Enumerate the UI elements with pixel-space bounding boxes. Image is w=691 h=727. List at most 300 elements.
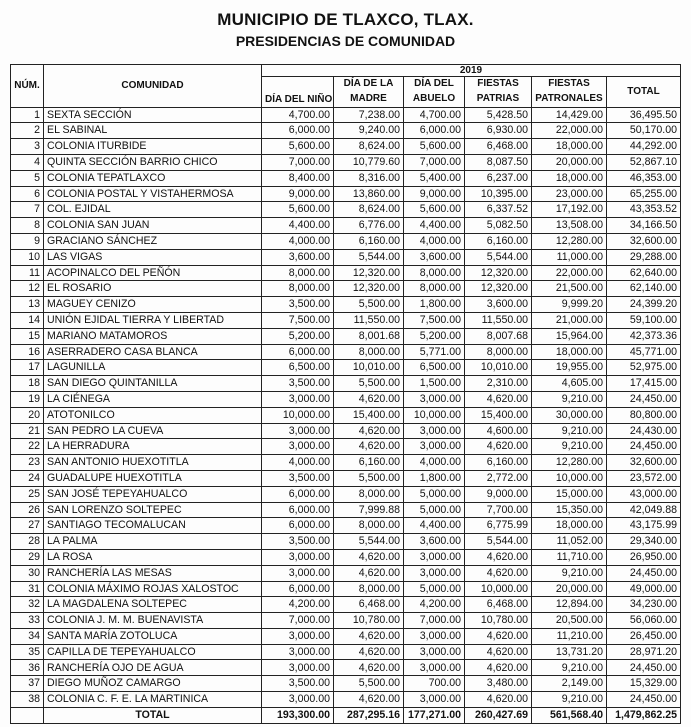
row-dia-nino: 4,700.00 [262,107,334,123]
row-total: 29,340.00 [607,534,681,550]
row-dia-nino: 7,500.00 [262,312,334,328]
row-comunidad: MARIANO MATAMOROS [44,328,262,344]
row-dia-madre: 8,316.00 [334,170,404,186]
row-dia-nino: 3,600.00 [262,249,334,265]
total-dia-madre: 287,295.16 [334,707,404,723]
table-row [11,628,681,644]
row-total: 56,060.00 [607,613,681,629]
row-dia-madre: 6,468.00 [334,597,404,613]
row-dia-abuelo: 3,000.00 [404,660,465,676]
row-num: 29 [11,549,44,565]
row-fiestas-patronales: 22,000.00 [532,265,607,281]
row-num: 20 [11,407,44,423]
row-comunidad: SAN DIEGO QUINTANILLA [44,376,262,392]
row-fiestas-patronales: 30,000.00 [532,407,607,423]
row-fiestas-patronales: 12,280.00 [532,455,607,471]
row-dia-abuelo: 4,200.00 [404,597,465,613]
row-comunidad: COLONIA C. F. E. LA MARTINICA [44,692,262,708]
row-fiestas-patrias: 10,780.00 [465,613,532,629]
row-dia-nino: 3,000.00 [262,391,334,407]
table-row [11,186,681,202]
row-total: 29,288.00 [607,249,681,265]
row-dia-nino: 6,000.00 [262,123,334,139]
grand-total: 1,479,862.25 [607,707,681,723]
row-dia-abuelo: 4,000.00 [404,455,465,471]
row-dia-abuelo: 10,000.00 [404,407,465,423]
row-dia-abuelo: 5,000.00 [404,486,465,502]
row-dia-madre: 8,000.00 [334,344,404,360]
row-num: 14 [11,312,44,328]
row-dia-madre: 4,620.00 [334,692,404,708]
row-total: 52,867.10 [607,154,681,170]
row-dia-abuelo: 4,400.00 [404,518,465,534]
row-total: 52,975.00 [607,360,681,376]
row-num: 10 [11,249,44,265]
row-fiestas-patrias: 6,237.00 [465,170,532,186]
header-dia-madre-line2: MADRE [334,92,404,107]
row-dia-nino: 4,000.00 [262,233,334,249]
row-total: 28,971.20 [607,644,681,660]
totals-spacer [11,707,44,723]
row-fiestas-patronales: 22,000.00 [532,123,607,139]
row-fiestas-patrias: 6,160.00 [465,233,532,249]
header-fiestas-patrias-line1: FIESTAS [465,77,532,92]
row-comunidad: LA ROSA [44,549,262,565]
row-dia-madre: 5,500.00 [334,676,404,692]
table-row [11,549,681,565]
row-total: 50,170.00 [607,123,681,139]
row-comunidad: COLONIA TEPATLAXCO [44,170,262,186]
row-dia-abuelo: 4,400.00 [404,218,465,234]
row-fiestas-patronales: 10,000.00 [532,470,607,486]
row-comunidad: UNIÓN EJIDAL TIERRA Y LIBERTAD [44,312,262,328]
row-comunidad: COLONIA J. M. M. BUENAVISTA [44,613,262,629]
row-total: 26,950.00 [607,549,681,565]
row-dia-nino: 4,200.00 [262,597,334,613]
row-dia-madre: 6,160.00 [334,233,404,249]
row-total: 43,175.99 [607,518,681,534]
table-row [11,565,681,581]
row-fiestas-patronales: 13,508.00 [532,218,607,234]
row-dia-nino: 6,000.00 [262,486,334,502]
row-num: 8 [11,218,44,234]
row-total: 32,600.00 [607,455,681,471]
row-dia-nino: 3,500.00 [262,297,334,313]
header-comunidad: COMUNIDAD [44,65,262,108]
row-dia-nino: 7,000.00 [262,154,334,170]
row-dia-madre: 11,550.00 [334,312,404,328]
row-num: 30 [11,565,44,581]
row-fiestas-patronales: 20,000.00 [532,154,607,170]
row-dia-abuelo: 3,600.00 [404,249,465,265]
row-dia-madre: 4,620.00 [334,660,404,676]
row-fiestas-patrias: 4,600.00 [465,423,532,439]
row-fiestas-patronales: 9,999.20 [532,297,607,313]
row-fiestas-patronales: 18,000.00 [532,344,607,360]
table-row [11,455,681,471]
row-total: 80,800.00 [607,407,681,423]
totals-row [11,707,681,723]
row-dia-abuelo: 8,000.00 [404,265,465,281]
row-dia-nino: 5,600.00 [262,139,334,155]
row-total: 15,329.00 [607,676,681,692]
row-dia-abuelo: 7,000.00 [404,613,465,629]
row-comunidad: COLONIA POSTAL Y VISTAHERMOSA [44,186,262,202]
row-total: 26,450.00 [607,628,681,644]
row-fiestas-patrias: 4,620.00 [465,628,532,644]
table-row [11,486,681,502]
row-num: 31 [11,581,44,597]
row-comunidad: LA CIÉNEGA [44,391,262,407]
row-fiestas-patronales: 18,000.00 [532,518,607,534]
row-comunidad: COL. EJIDAL [44,202,262,218]
table-row [11,281,681,297]
row-fiestas-patrias: 8,007.68 [465,328,532,344]
row-num: 37 [11,676,44,692]
row-fiestas-patronales: 9,210.00 [532,439,607,455]
row-total: 24,450.00 [607,391,681,407]
table-row [11,328,681,344]
row-comunidad: ACOPINALCO DEL PEÑÓN [44,265,262,281]
table-row [11,360,681,376]
row-fiestas-patronales: 18,000.00 [532,170,607,186]
row-dia-nino: 3,000.00 [262,628,334,644]
row-dia-abuelo: 3,000.00 [404,549,465,565]
row-fiestas-patrias: 10,000.00 [465,581,532,597]
row-comunidad: LA HERRADURA [44,439,262,455]
table-row [11,312,681,328]
row-dia-abuelo: 1,800.00 [404,470,465,486]
row-dia-nino: 3,500.00 [262,470,334,486]
row-fiestas-patrias: 3,600.00 [465,297,532,313]
row-total: 43,000.00 [607,486,681,502]
row-total: 49,000.00 [607,581,681,597]
row-fiestas-patronales: 17,192.00 [532,202,607,218]
table-row [11,423,681,439]
row-total: 24,450.00 [607,565,681,581]
row-fiestas-patrias: 8,000.00 [465,344,532,360]
row-fiestas-patronales: 2,149.00 [532,676,607,692]
row-dia-madre: 5,500.00 [334,376,404,392]
row-dia-abuelo: 1,500.00 [404,376,465,392]
row-fiestas-patrias: 4,620.00 [465,439,532,455]
row-fiestas-patrias: 6,337.52 [465,202,532,218]
table-row [11,518,681,534]
row-dia-nino: 10,000.00 [262,407,334,423]
row-dia-madre: 8,001.68 [334,328,404,344]
row-fiestas-patronales: 23,000.00 [532,186,607,202]
row-dia-abuelo: 6,000.00 [404,123,465,139]
row-dia-madre: 5,544.00 [334,534,404,550]
row-comunidad: SAN LORENZO SOLTEPEC [44,502,262,518]
row-dia-nino: 3,000.00 [262,423,334,439]
row-dia-abuelo: 4,000.00 [404,233,465,249]
row-dia-abuelo: 3,600.00 [404,534,465,550]
row-dia-madre: 6,160.00 [334,455,404,471]
row-comunidad: RANCHERÍA LAS MESAS [44,565,262,581]
row-fiestas-patronales: 15,000.00 [532,486,607,502]
row-total: 24,430.00 [607,423,681,439]
row-total: 44,292.00 [607,139,681,155]
row-fiestas-patronales: 9,210.00 [532,423,607,439]
row-dia-madre: 7,999.88 [334,502,404,518]
row-fiestas-patrias: 12,320.00 [465,265,532,281]
row-fiestas-patronales: 11,710.00 [532,549,607,565]
row-dia-abuelo: 3,000.00 [404,565,465,581]
row-total: 42,373.36 [607,328,681,344]
row-num: 25 [11,486,44,502]
row-fiestas-patrias: 2,772.00 [465,470,532,486]
row-dia-nino: 3,000.00 [262,692,334,708]
row-fiestas-patronales: 4,605.00 [532,376,607,392]
row-comunidad: DIEGO MUÑOZ CAMARGO [44,676,262,692]
row-num: 24 [11,470,44,486]
row-fiestas-patrias: 3,480.00 [465,676,532,692]
row-fiestas-patrias: 5,544.00 [465,534,532,550]
row-fiestas-patrias: 4,620.00 [465,660,532,676]
row-fiestas-patronales: 11,052.00 [532,534,607,550]
row-fiestas-patronales: 12,280.00 [532,233,607,249]
row-fiestas-patrias: 11,550.00 [465,312,532,328]
row-dia-madre: 10,780.00 [334,613,404,629]
row-fiestas-patrias: 5,428.50 [465,107,532,123]
row-num: 26 [11,502,44,518]
row-fiestas-patronales: 9,210.00 [532,565,607,581]
row-num: 33 [11,613,44,629]
row-num: 38 [11,692,44,708]
table-row [11,376,681,392]
total-dia-abuelo: 177,271.00 [404,707,465,723]
totals-label: TOTAL [44,707,262,723]
row-fiestas-patrias: 4,620.00 [465,549,532,565]
row-fiestas-patrias: 4,620.00 [465,391,532,407]
row-dia-madre: 4,620.00 [334,423,404,439]
row-total: 42,049.88 [607,502,681,518]
row-total: 23,572.00 [607,470,681,486]
row-total: 17,415.00 [607,376,681,392]
row-comunidad: LAGUNILLA [44,360,262,376]
row-comunidad: ASERRADERO CASA BLANCA [44,344,262,360]
row-fiestas-patronales: 15,964.00 [532,328,607,344]
row-comunidad: CAPILLA DE TEPEYAHUALCO [44,644,262,660]
row-num: 5 [11,170,44,186]
row-total: 34,166.50 [607,218,681,234]
table-row [11,692,681,708]
row-dia-nino: 3,000.00 [262,565,334,581]
row-dia-abuelo: 5,771.00 [404,344,465,360]
row-dia-abuelo: 5,000.00 [404,502,465,518]
row-comunidad: SAN ANTONIO HUEXOTITLA [44,455,262,471]
table-row [11,233,681,249]
row-total: 62,640.00 [607,265,681,281]
row-dia-abuelo: 5,400.00 [404,170,465,186]
row-num: 28 [11,534,44,550]
row-dia-madre: 4,620.00 [334,439,404,455]
row-num: 18 [11,376,44,392]
row-dia-madre: 13,860.00 [334,186,404,202]
table-row [11,597,681,613]
table-row [11,581,681,597]
row-dia-nino: 6,000.00 [262,581,334,597]
row-fiestas-patrias: 6,468.00 [465,139,532,155]
row-num: 35 [11,644,44,660]
row-dia-nino: 5,200.00 [262,328,334,344]
row-comunidad: MAGUEY CENIZO [44,297,262,313]
row-dia-abuelo: 700.00 [404,676,465,692]
row-total: 24,450.00 [607,660,681,676]
row-comunidad: COLONIA ITURBIDE [44,139,262,155]
row-num: 4 [11,154,44,170]
table-row [11,170,681,186]
row-dia-abuelo: 5,600.00 [404,202,465,218]
page-subtitle: PRESIDENCIAS DE COMUNIDAD [235,33,456,49]
row-num: 6 [11,186,44,202]
row-dia-abuelo: 3,000.00 [404,391,465,407]
table-row [11,344,681,360]
row-comunidad: LA PALMA [44,534,262,550]
table-row [11,202,681,218]
row-num: 19 [11,391,44,407]
row-dia-madre: 4,620.00 [334,549,404,565]
row-dia-abuelo: 3,000.00 [404,628,465,644]
row-dia-abuelo: 4,700.00 [404,107,465,123]
row-fiestas-patronales: 21,500.00 [532,281,607,297]
row-fiestas-patronales: 20,000.00 [532,581,607,597]
row-dia-madre: 5,544.00 [334,249,404,265]
row-dia-nino: 6,000.00 [262,518,334,534]
row-fiestas-patronales: 21,000.00 [532,312,607,328]
row-num: 23 [11,455,44,471]
row-comunidad: SAN PEDRO LA CUEVA [44,423,262,439]
row-dia-abuelo: 7,000.00 [404,154,465,170]
row-dia-nino: 3,000.00 [262,660,334,676]
row-num: 15 [11,328,44,344]
row-fiestas-patronales: 9,210.00 [532,692,607,708]
table-row [11,123,681,139]
row-dia-madre: 7,238.00 [334,107,404,123]
row-dia-nino: 6,000.00 [262,344,334,360]
row-fiestas-patronales: 11,210.00 [532,628,607,644]
row-dia-nino: 6,000.00 [262,502,334,518]
row-fiestas-patronales: 13,731.20 [532,644,607,660]
row-comunidad: RANCHERÍA OJO DE AGUA [44,660,262,676]
row-num: 27 [11,518,44,534]
row-dia-nino: 4,000.00 [262,455,334,471]
row-total: 45,771.00 [607,344,681,360]
row-fiestas-patrias: 10,395.00 [465,186,532,202]
header-fiestas-patrias-line2: PATRIAS [465,92,532,107]
row-num: 22 [11,439,44,455]
table-row [11,534,681,550]
row-num: 34 [11,628,44,644]
row-fiestas-patrias: 5,082.50 [465,218,532,234]
row-fiestas-patrias: 8,087.50 [465,154,532,170]
row-dia-madre: 10,010.00 [334,360,404,376]
row-dia-nino: 3,500.00 [262,534,334,550]
row-total: 62,140.00 [607,281,681,297]
row-dia-madre: 4,620.00 [334,628,404,644]
row-fiestas-patrias: 12,320.00 [465,281,532,297]
table-row [11,154,681,170]
row-dia-madre: 12,320.00 [334,265,404,281]
row-dia-nino: 4,400.00 [262,218,334,234]
row-dia-madre: 6,776.00 [334,218,404,234]
row-num: 21 [11,423,44,439]
table-row [11,660,681,676]
row-dia-madre: 8,000.00 [334,486,404,502]
row-fiestas-patrias: 15,400.00 [465,407,532,423]
row-fiestas-patrias: 2,310.00 [465,376,532,392]
row-num: 17 [11,360,44,376]
row-dia-madre: 15,400.00 [334,407,404,423]
table-row [11,265,681,281]
row-fiestas-patrias: 5,544.00 [465,249,532,265]
page-title: MUNICIPIO DE TLAXCO, TLAX. [217,10,474,29]
total-fiestas-patrias: 260,427.69 [465,707,532,723]
row-comunidad: GUADALUPE HUEXOTITLA [44,470,262,486]
row-dia-madre: 5,500.00 [334,297,404,313]
row-dia-madre: 8,000.00 [334,581,404,597]
table-row [11,107,681,123]
row-comunidad: SANTIAGO TECOMALUCAN [44,518,262,534]
row-dia-nino: 9,000.00 [262,186,334,202]
row-num: 36 [11,660,44,676]
header-dia-nino: DÍA DEL NIÑO [262,77,334,108]
row-total: 46,353.00 [607,170,681,186]
row-dia-nino: 3,500.00 [262,676,334,692]
row-total: 36,495.50 [607,107,681,123]
table-row [11,676,681,692]
row-fiestas-patrias: 4,620.00 [465,565,532,581]
row-total: 65,255.00 [607,186,681,202]
header-dia-abuelo-line1: DÍA DEL [404,77,465,92]
header-year: 2019 [262,65,681,77]
table-row [11,613,681,629]
table-row [11,470,681,486]
row-total: 24,399.20 [607,297,681,313]
row-fiestas-patronales: 14,429.00 [532,107,607,123]
row-fiestas-patronales: 15,350.00 [532,502,607,518]
row-fiestas-patrias: 7,700.00 [465,502,532,518]
row-num: 11 [11,265,44,281]
row-dia-madre: 8,624.00 [334,202,404,218]
row-fiestas-patrias: 6,930.00 [465,123,532,139]
row-dia-abuelo: 1,800.00 [404,297,465,313]
row-comunidad: SANTA MARÍA ZOTOLUCA [44,628,262,644]
row-dia-madre: 8,624.00 [334,139,404,155]
row-comunidad: ATOTONILCO [44,407,262,423]
row-dia-madre: 4,620.00 [334,644,404,660]
row-dia-nino: 8,000.00 [262,281,334,297]
row-dia-abuelo: 8,000.00 [404,281,465,297]
table-row [11,249,681,265]
row-total: 32,600.00 [607,233,681,249]
row-fiestas-patronales: 19,955.00 [532,360,607,376]
row-total: 43,353.52 [607,202,681,218]
row-num: 9 [11,233,44,249]
row-comunidad: QUINTA SECCIÓN BARRIO CHICO [44,154,262,170]
table-row [11,139,681,155]
row-num: 16 [11,344,44,360]
row-dia-abuelo: 5,200.00 [404,328,465,344]
row-dia-madre: 12,320.00 [334,281,404,297]
row-comunidad: GRACIANO SÁNCHEZ [44,233,262,249]
row-dia-abuelo: 5,600.00 [404,139,465,155]
row-dia-nino: 8,400.00 [262,170,334,186]
row-num: 32 [11,597,44,613]
row-fiestas-patrias: 4,620.00 [465,692,532,708]
row-dia-abuelo: 5,000.00 [404,581,465,597]
